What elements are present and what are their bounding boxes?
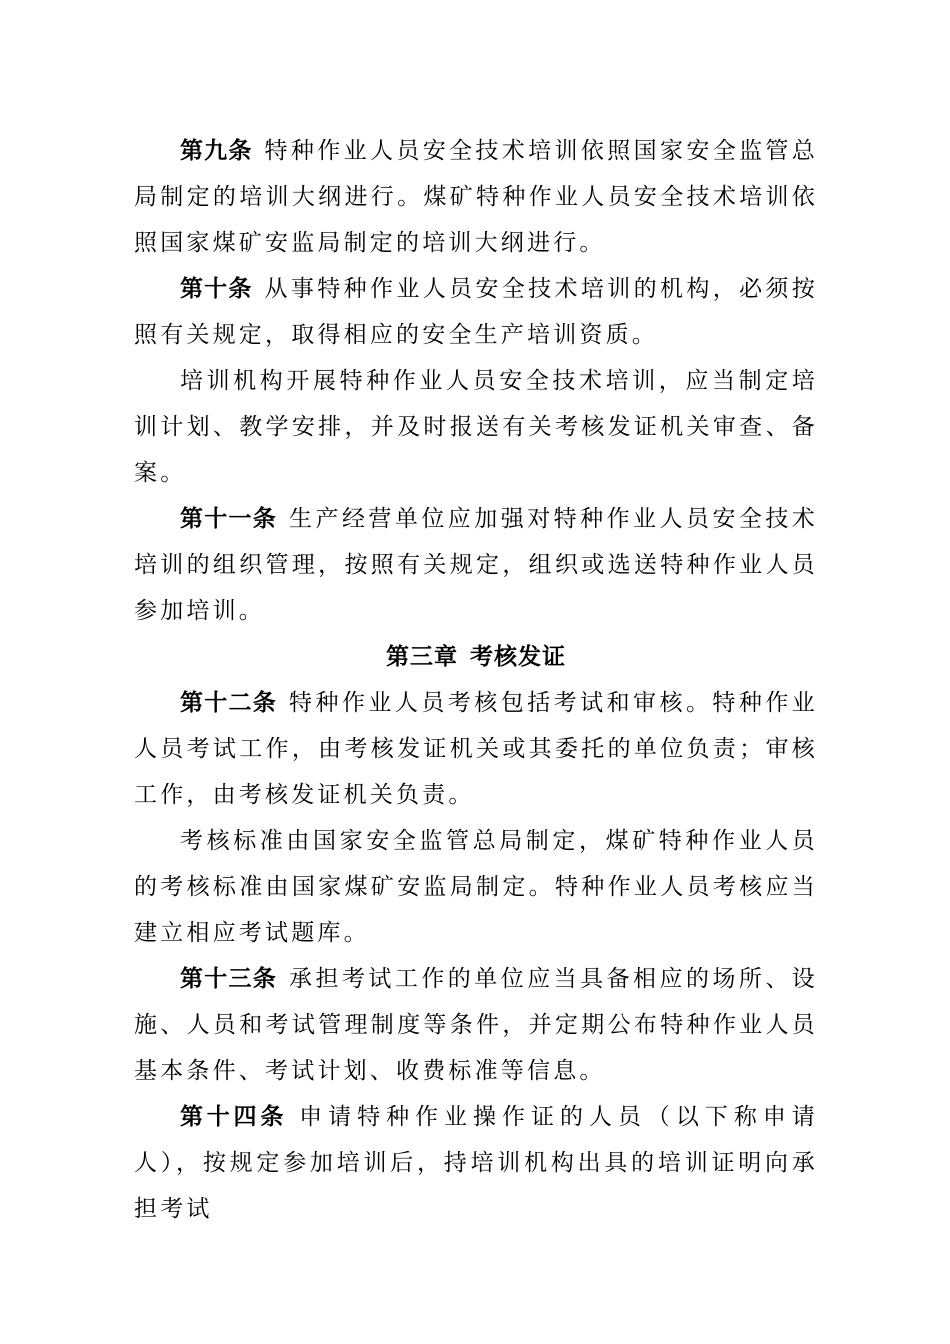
article-12	[134, 680, 818, 818]
article-13	[134, 956, 818, 1094]
chapter-title: 考核发证	[470, 644, 566, 670]
article-14-text: 申请特种作业操作证的人员（以下称申请人），按规定参加培训后，持培训机构出具的培训证明向承担考试	[134, 1104, 818, 1222]
article-10	[134, 266, 818, 358]
chapter-number: 第三章	[386, 644, 458, 670]
article-9	[134, 128, 818, 266]
article-12-paragraph-2	[134, 818, 818, 956]
chapter-heading	[134, 634, 818, 680]
article-9-text: 特种作业人员安全技术培训依照国家安全监管总局制定的培训大纲进行。煤矿特种作业人员安全技术培训依照国家煤矿安监局制定的培训大纲进行。	[134, 138, 819, 256]
article-10-number: 第十条	[180, 276, 253, 302]
article-11	[134, 496, 818, 634]
article-14-number: 第十四条	[180, 1104, 288, 1130]
article-10-paragraph-2-text: 培训机构开展特种作业人员安全技术培训，应当制定培训计划、教学安排，并及时报送有关考核发证机关审查、备案。	[134, 368, 818, 486]
article-11-number: 第十一条	[180, 506, 278, 532]
article-12-paragraph-2-text: 考核标准由国家安全监管总局制定，煤矿特种作业人员的考核标准由国家煤矿安监局制定。特种作业人员考核应当建立相应考试题库。	[134, 828, 818, 946]
article-10-text: 从事特种作业人员安全技术培训的机构，必须按照有关规定，取得相应的安全生产培训资质。	[134, 276, 819, 348]
article-13-text: 承担考试工作的单位应当具备相应的场所、设施、人员和考试管理制度等条件，并定期公布特种作业人员基本条件、考试计划、收费标准等信息。	[134, 966, 819, 1084]
document-page	[134, 128, 818, 1232]
article-11-text: 生产经营单位应加强对特种作业人员安全技术培训的组织管理，按照有关规定，组织或选送特种作业人员参加培训。	[134, 506, 819, 624]
article-9-number: 第九条	[180, 138, 253, 164]
article-10-paragraph-2	[134, 358, 818, 496]
article-12-number: 第十二条	[180, 690, 278, 716]
article-12-text: 特种作业人员考核包括考试和审核。特种作业人员考试工作，由考核发证机关或其委托的单位负责；审核工作，由考核发证机关负责。	[134, 690, 819, 808]
article-13-number: 第十三条	[180, 966, 278, 992]
article-14	[134, 1094, 818, 1232]
